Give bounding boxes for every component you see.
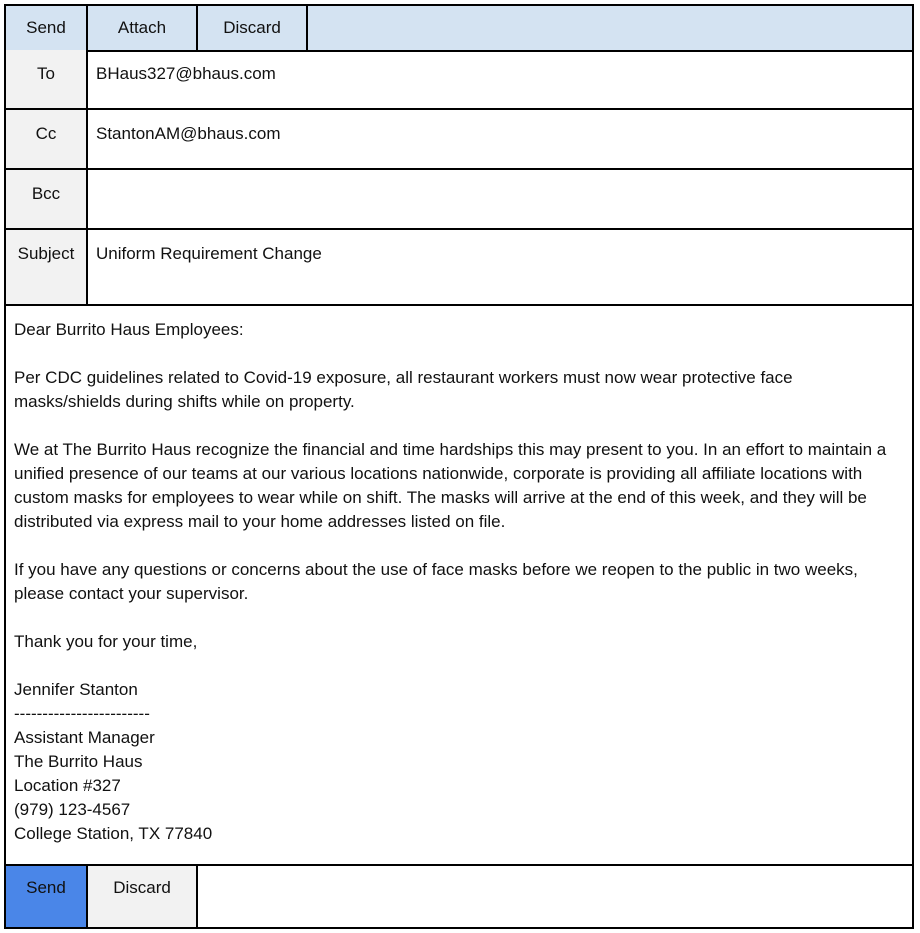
to-label: To [6, 50, 88, 108]
subject-label: Subject [6, 230, 88, 304]
signature-divider: ------------------------ [14, 704, 150, 723]
message-paragraph-3: If you have any questions or concerns about the use of face masks before we reopen to the public in two weeks, please contact your supervisor. [14, 560, 858, 603]
cc-label: Cc [6, 110, 88, 168]
bcc-label: Bcc [6, 170, 88, 228]
signature-phone: (979) 123-4567 [14, 800, 131, 819]
message-paragraph-2: We at The Burrito Haus recognize the financial and time hardships this may present to you. In an effort to maintain a unified presence of our teams at our various locations nationwide, corporate is providing all affiliate locations with custom masks for employees to wear while on shift. The masks will arrive at the end of this week, and they will be distributed via express mail to your home addresses listed on file. [14, 440, 887, 531]
message-paragraph-1: Per CDC guidelines related to Covid-19 exposure, all restaurant workers must now wear protective face masks/shields during shifts while on property. [14, 368, 793, 411]
message-body[interactable] [6, 306, 912, 866]
cc-row [6, 110, 912, 170]
bcc-field[interactable] [88, 170, 912, 228]
signature-name: Jennifer Stanton [14, 680, 138, 699]
top-toolbar [6, 6, 912, 52]
bcc-row [6, 170, 912, 230]
bottom-toolbar [6, 866, 912, 927]
send-button[interactable]: Send [6, 6, 88, 50]
signature-city: College Station, TX 77840 [14, 824, 213, 843]
signature-company: The Burrito Haus [14, 752, 143, 771]
signature-title: Assistant Manager [14, 728, 155, 747]
subject-row [6, 230, 912, 306]
footer-send-button[interactable]: Send [6, 866, 88, 927]
email-compose-window [4, 4, 914, 929]
footer-discard-button[interactable]: Discard [88, 866, 198, 927]
to-field[interactable]: BHaus327@bhaus.com [96, 64, 276, 83]
to-row [6, 50, 912, 110]
signature-location: Location #327 [14, 776, 121, 795]
message-greeting: Dear Burrito Haus Employees: [14, 320, 244, 339]
attach-button[interactable]: Attach [88, 6, 198, 50]
cc-field[interactable]: StantonAM@bhaus.com [96, 124, 281, 143]
subject-field[interactable]: Uniform Requirement Change [96, 244, 322, 263]
message-closing: Thank you for your time, [14, 632, 198, 651]
discard-button[interactable]: Discard [198, 6, 308, 50]
